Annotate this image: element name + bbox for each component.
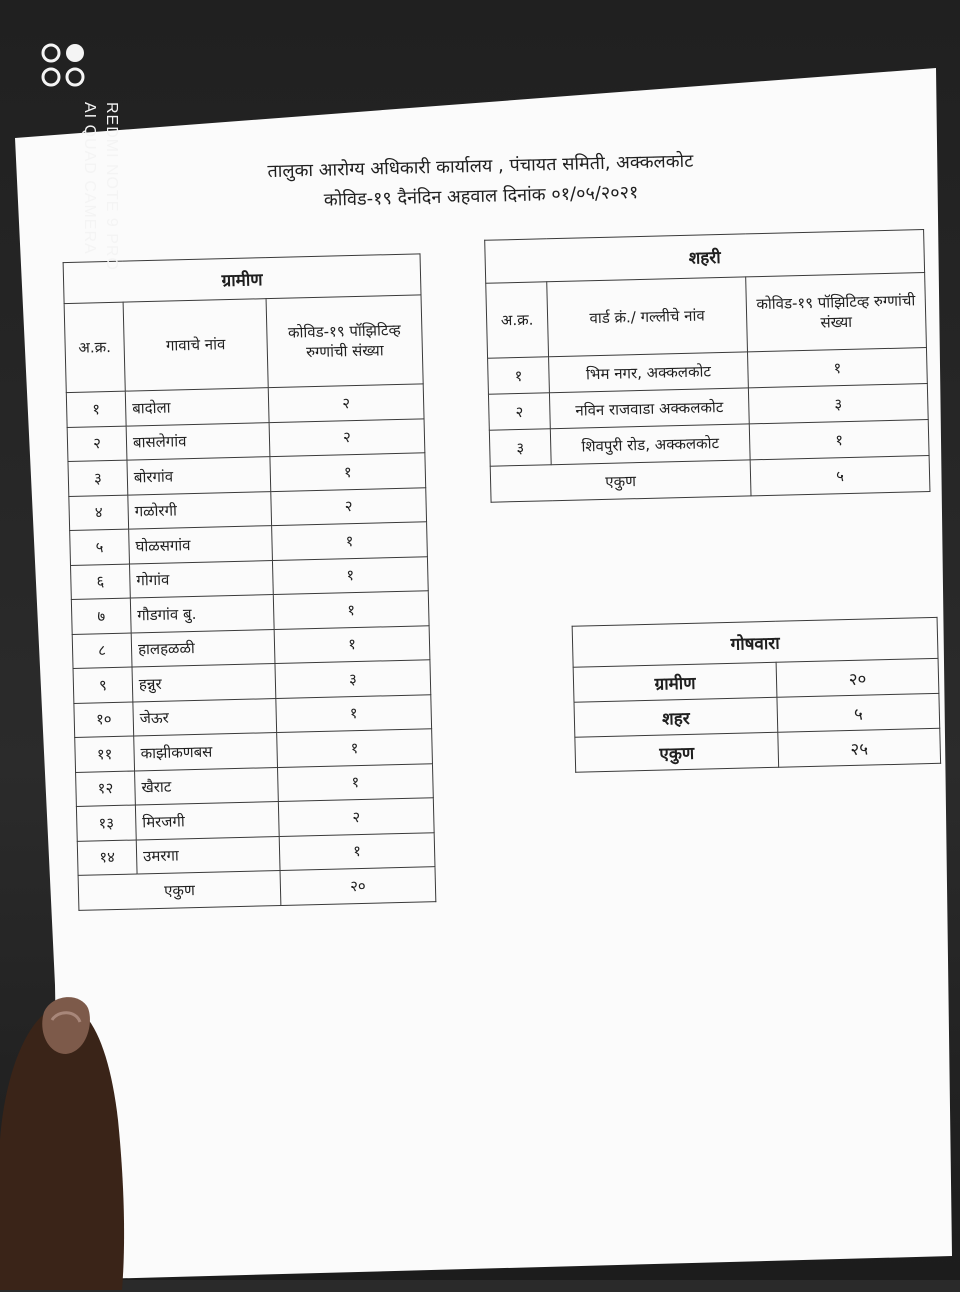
- rural-total-row: [78, 867, 436, 910]
- village-cell: बोरगांव: [127, 457, 271, 495]
- count-cell: १: [272, 556, 428, 594]
- urban-table: [484, 229, 930, 503]
- village-cell: हन्नुर: [132, 664, 276, 702]
- table-row: [575, 728, 941, 772]
- count-cell: १: [274, 625, 430, 663]
- count-cell: १: [747, 348, 927, 388]
- village-cell: बासलेगांव: [126, 422, 270, 460]
- rural-total-value: २०: [280, 867, 436, 905]
- village-cell: जेऊर: [133, 698, 277, 736]
- ward-cell: नविन राजवाडा अक्कलकोट: [549, 388, 749, 429]
- summary-value: २०: [776, 658, 939, 697]
- count-cell: १: [273, 591, 429, 629]
- summary-label: शहर: [574, 697, 778, 737]
- village-cell: मिरजगी: [135, 801, 279, 839]
- serial-cell: ५: [70, 529, 130, 565]
- serial-cell: १२: [76, 771, 136, 807]
- count-cell: ३: [748, 384, 928, 424]
- count-cell: १: [276, 694, 432, 732]
- village-cell: घोळसगांव: [129, 526, 273, 564]
- count-cell: १: [279, 832, 435, 870]
- village-cell: उमरगा: [136, 836, 280, 874]
- serial-cell: २: [67, 426, 127, 462]
- village-cell: बादोला: [125, 388, 269, 426]
- village-cell: हालहळळी: [131, 629, 275, 667]
- rural-caption: ग्रामीण: [63, 254, 421, 304]
- summary-label: एकुण: [575, 732, 779, 772]
- serial-cell: ४: [69, 495, 129, 531]
- serial-cell: ६: [71, 564, 131, 600]
- count-cell: २: [278, 798, 434, 836]
- serial-cell: ३: [489, 429, 551, 466]
- count-cell: २: [271, 487, 427, 525]
- summary-label: ग्रामीण: [573, 662, 777, 702]
- document-title: [180, 145, 781, 220]
- summary-value: २५: [778, 728, 941, 767]
- serial-cell: १३: [76, 805, 136, 841]
- watermark-text: [78, 102, 122, 402]
- title-line-2: कोविड-१९ दैनंदिन अहवाल दिनांक ०१/०५/२०२१: [323, 182, 639, 211]
- village-cell: गळोरगी: [128, 491, 272, 529]
- urban-total-value: ५: [750, 455, 930, 495]
- count-cell: १: [749, 420, 929, 460]
- count-cell: ३: [275, 660, 431, 698]
- summary-caption: गोषवारा: [572, 617, 938, 667]
- ward-cell: शिवपुरी रोड, अक्कलकोट: [550, 424, 750, 465]
- rural-total-label: एकुण: [78, 870, 281, 909]
- serial-cell: १०: [74, 702, 134, 738]
- serial-cell: ९: [73, 667, 133, 703]
- count-cell: १: [277, 763, 433, 801]
- thumb-image: [0, 990, 140, 1290]
- ward-cell: भिम नगर, अक्कलकोट: [549, 352, 749, 393]
- watermark-line-1: REDMI NOTE 9 PRO: [103, 102, 120, 271]
- rural-header-count: कोविड-१९ पॉझिटिव्ह रुग्णांची संख्या: [266, 295, 423, 388]
- camera-logo-icon: [38, 40, 90, 92]
- watermark-line-2: AI QUAD CAMERA: [81, 102, 98, 255]
- count-cell: १: [270, 453, 426, 491]
- urban-header-ward: वार्ड क्रं./ गल्लीचे नांव: [547, 277, 748, 357]
- village-cell: काझीकणबस: [134, 733, 278, 771]
- urban-total-label: एकुण: [490, 460, 751, 502]
- summary-table: [572, 617, 941, 773]
- urban-caption: शहरी: [485, 230, 925, 284]
- serial-cell: २: [488, 393, 550, 430]
- rural-header-serial: अ.क्र.: [64, 302, 125, 392]
- count-cell: १: [272, 522, 428, 560]
- serial-cell: १: [488, 357, 550, 394]
- serial-cell: ८: [72, 633, 132, 669]
- serial-cell: ३: [68, 460, 128, 496]
- serial-cell: ७: [71, 598, 131, 634]
- serial-cell: ११: [75, 736, 135, 772]
- count-cell: २: [269, 418, 425, 456]
- count-cell: २: [268, 384, 424, 422]
- rural-header-village: गावाचे नांव: [123, 299, 268, 391]
- serial-cell: १४: [77, 839, 137, 875]
- count-cell: १: [277, 729, 433, 767]
- village-cell: गौडगांव बु.: [130, 595, 274, 633]
- urban-header-count: कोविड-१९ पॉझिटिव्ह रुग्णांची संख्या: [746, 273, 927, 352]
- summary-value: ५: [777, 693, 940, 732]
- village-cell: खैराट: [135, 767, 279, 805]
- village-cell: गोगांव: [129, 560, 273, 598]
- serial-cell: १: [66, 391, 126, 427]
- urban-header-serial: अ.क्र.: [486, 282, 549, 358]
- title-line-1: तालुका आरोग्य अधिकारी कार्यालय , पंचायत समिती, अक्कलकोट: [267, 150, 694, 183]
